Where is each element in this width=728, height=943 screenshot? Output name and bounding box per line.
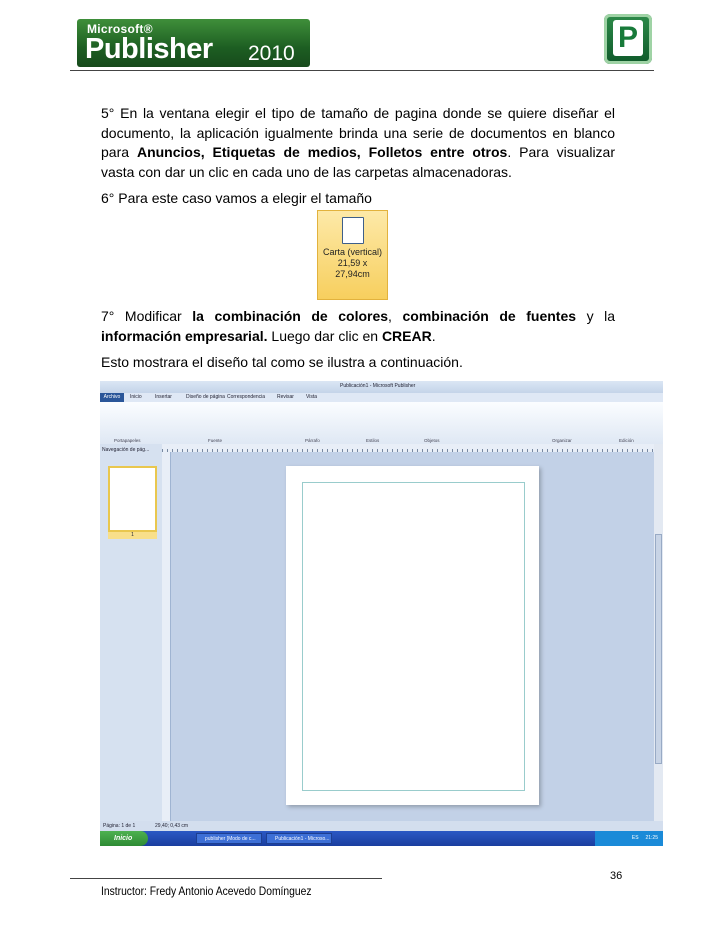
workspace	[171, 452, 654, 821]
system-tray: ES 21:25	[595, 831, 663, 846]
publisher-app-icon: P	[604, 14, 652, 64]
vertical-ruler	[162, 452, 171, 821]
footer-instructor: Instructor: Fredy Antonio Acevedo Domínguez	[101, 884, 312, 898]
status-bar: Página: 1 de 1 29,40; 0,43 cm	[100, 821, 663, 831]
header-rule	[70, 70, 654, 71]
tab-archivo: Archivo	[100, 393, 124, 402]
step-7-paragraph: 7° Modificar la combinación de colores, combinación de fuentes y la información empresarial. Luego dar clic en CREAR.	[101, 308, 616, 344]
tab-correspondencia: Correspondencia	[227, 394, 266, 400]
page-thumbnail	[108, 466, 157, 532]
ribbon-tabs	[100, 393, 663, 402]
window-titlebar: Publicación1 - Microsoft Publisher	[100, 381, 663, 393]
step-5-paragraph: 5° En la ventana elegir el tipo de tamaño de pagina donde se quiere diseñar el documento, la aplicación igualmente brinda una serie de documentos en blanco para Anuncios, Etiquetas de medios, Folletos entre otros. Para visualizar vasta con dar un clic en cada uno de las carpetas almacenadoras.	[101, 105, 616, 180]
footer-rule	[70, 878, 382, 879]
ribbon: Portapapeles Fuente Párrafo Estilos Objetos Organizar Edición	[100, 402, 663, 445]
publisher-window-screenshot	[100, 381, 663, 846]
tab-revisar: Revisar	[277, 394, 294, 400]
template-card-carta: Carta (vertical) 21,59 x 27,94cm	[317, 210, 388, 300]
blank-page	[286, 466, 539, 805]
margin-guides	[302, 482, 525, 791]
tab-inicio: Inicio	[130, 394, 142, 400]
page-navigation-pane: Navegación de pág... 1	[100, 444, 163, 821]
tab-vista: Vista	[306, 394, 318, 400]
tab-insertar: Insertar	[155, 394, 172, 400]
tab-diseno-pagina: Diseño de página	[186, 394, 225, 400]
start-button: Inicio	[100, 831, 148, 846]
step-6-paragraph: 6° Para este caso vamos a elegir el tamaño	[101, 190, 372, 206]
page-number: 36	[610, 870, 623, 882]
document-icon	[342, 217, 364, 244]
result-paragraph: Esto mostrara el diseño tal como se ilustra a continuación.	[101, 354, 463, 370]
publisher-2010-logo: Microsoft® Publisher 2010	[77, 19, 310, 67]
vertical-scrollbar	[654, 444, 663, 821]
windows-taskbar: Inicio publisher [Modo de c... Publicación1 - Microso... ES 21:25	[100, 831, 663, 846]
